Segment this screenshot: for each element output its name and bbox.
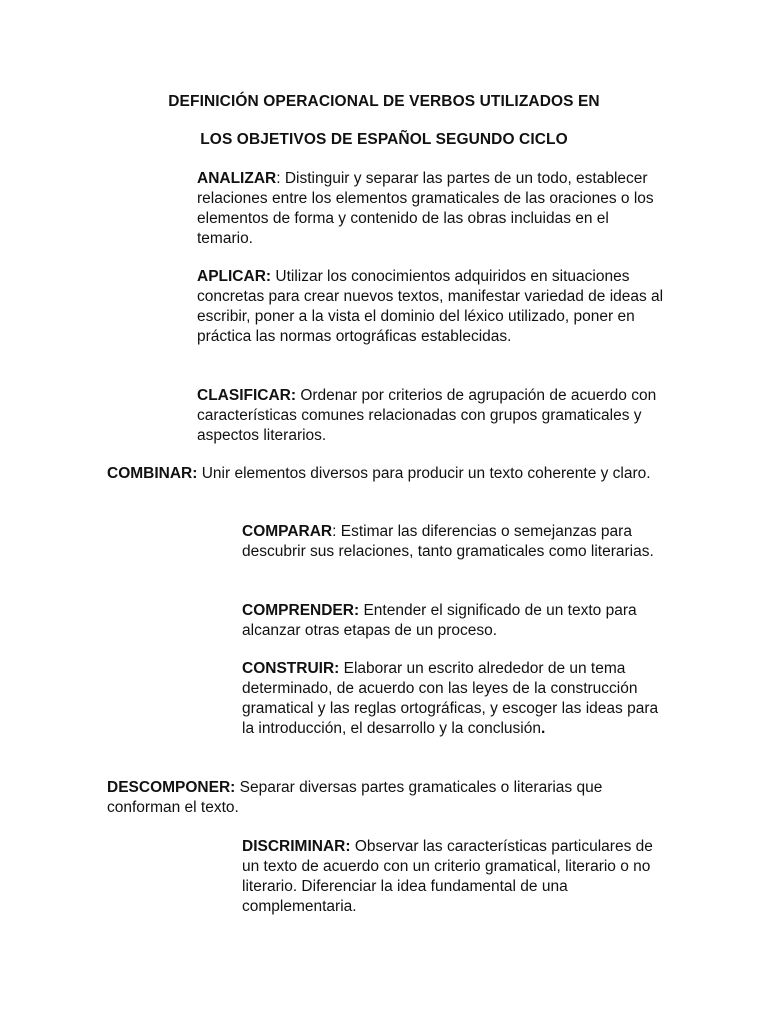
term-discriminar: DISCRIMINAR:	[242, 838, 351, 855]
term-comprender: COMPRENDER:	[242, 602, 360, 619]
term-descomponer: DESCOMPONER:	[107, 779, 236, 796]
definition-construir	[242, 659, 667, 739]
term-construir: CONSTRUIR:	[242, 660, 340, 677]
definition-descomponer	[107, 778, 667, 818]
definition-text-comparar: Estimar las diferencias o semejanzas para descubrir sus relaciones, tanto gramaticales como literarias.	[242, 523, 654, 560]
term-separator: :	[276, 170, 285, 187]
definition-text-discriminar: Observar las características particulares de un texto de acuerdo con un criterio gramatical, literario o no literario. Diferenciar la idea fundamental de una complementaria.	[242, 838, 653, 915]
term-clasificar: CLASIFICAR:	[197, 387, 297, 404]
document-title-line-2: LOS OBJETIVOS DE ESPAÑOL SEGUNDO CICLO	[200, 131, 568, 148]
term-comparar: COMPARAR	[242, 523, 333, 540]
definition-text-comprender: Entender el significado de un texto para alcanzar otras etapas de un proceso.	[242, 602, 637, 639]
definition-text-clasificar: Ordenar por criterios de agrupación de acuerdo con características comunes relacionadas con grupos gramaticales y aspectos literarios.	[197, 387, 657, 444]
definition-comparar	[242, 522, 667, 562]
definition-combinar	[107, 464, 667, 484]
definition-text-descomponer: Separar diversas partes gramaticales o literarias que conforman el texto.	[107, 779, 603, 816]
definition-analizar	[197, 169, 667, 249]
definition-discriminar	[242, 837, 667, 917]
definition-comprender	[242, 601, 667, 641]
document-title-line-1: DEFINICIÓN OPERACIONAL DE VERBOS UTILIZADOS EN	[168, 93, 600, 110]
definition-text-analizar: Distinguir y separar las partes de un todo, establecer relaciones entre los elementos gramaticales de las oraciones o los elementos de forma y contenido de las obras incluidas en el temario.	[197, 170, 654, 247]
definition-text-aplicar: Utilizar los conocimientos adquiridos en situaciones concretas para crear nuevos textos, manifestar variedad de ideas al escribir, poner a la vista el dominio del léxico utilizado, poner en práctica las normas ortográficas establecidas.	[197, 268, 664, 345]
term-analizar: ANALIZAR	[197, 170, 277, 187]
definition-text-construir: Elaborar un escrito alrededor de un tema determinado, de acuerdo con las leyes de la construcción gramatical y las reglas ortográficas, y escoger las ideas para la introducción, el desarrollo y la conclusión	[242, 660, 659, 737]
definition-clasificar	[197, 386, 667, 446]
definition-end-period: .	[540, 720, 546, 737]
term-aplicar: APLICAR:	[197, 268, 272, 285]
definition-aplicar	[197, 267, 667, 347]
term-separator: :	[332, 523, 341, 540]
term-combinar: COMBINAR:	[107, 465, 198, 482]
definition-text-combinar: Unir elementos diversos para producir un texto coherente y claro.	[201, 465, 651, 482]
